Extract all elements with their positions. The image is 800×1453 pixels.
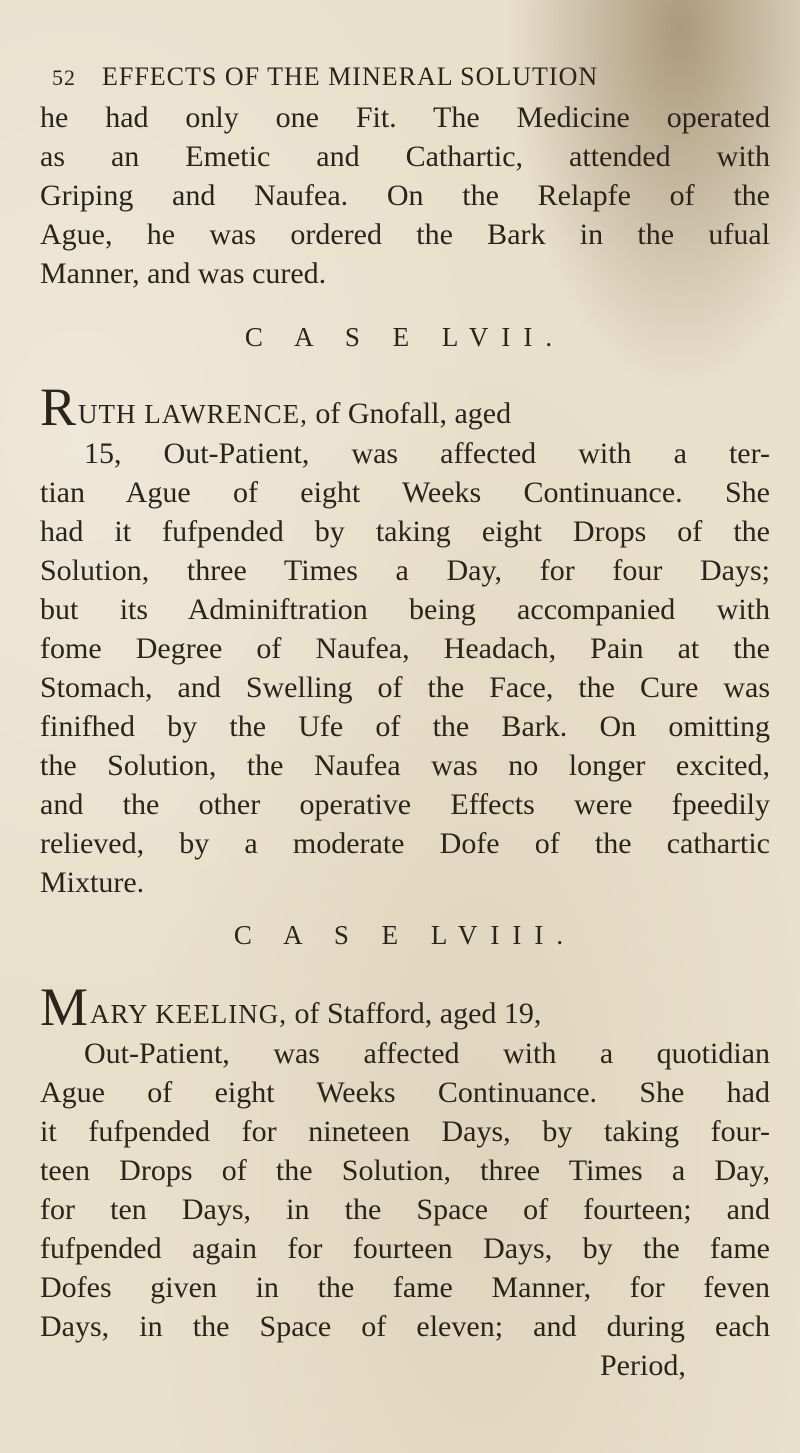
text-line: for ten Days, in the Space of fourteen; and bbox=[40, 1193, 770, 1226]
text-line: Griping and Naufea. On the Relapfe of the bbox=[40, 179, 770, 212]
page-number: 52 bbox=[52, 65, 76, 90]
patient-name: ARY KEELING, bbox=[90, 999, 287, 1029]
text-line: and the other operative Effects were fpeedily bbox=[40, 788, 770, 821]
text-line: the Solution, the Naufea was no longer excited, bbox=[40, 749, 770, 782]
case-57-paragraph bbox=[40, 377, 770, 902]
catchword: Period, bbox=[600, 1349, 686, 1382]
text-line: Days, in the Space of eleven; and during each bbox=[40, 1310, 770, 1343]
text-line: relieved, by a moderate Dofe of the cathartic bbox=[40, 827, 770, 860]
text-line: teen Drops of the Solution, three Times a Day, bbox=[40, 1154, 770, 1187]
continuation-paragraph bbox=[40, 98, 770, 293]
text-line: finifhed by the Ufe of the Bark. On omitting bbox=[40, 710, 770, 743]
text-line: Ague of eight Weeks Continuance. She had bbox=[40, 1076, 770, 1109]
text-line: but its Adminiftration being accompanied with bbox=[40, 593, 770, 626]
running-head bbox=[52, 62, 772, 92]
running-head-title: EFFECTS OF THE MINERAL SOLUTION bbox=[102, 62, 599, 91]
text-line: had it fufpended by taking eight Drops of the bbox=[40, 515, 770, 548]
case-58-heading: C A S E LVIII. bbox=[233, 920, 577, 950]
text-line: Dofes given in the fame Manner, for feven bbox=[40, 1271, 770, 1304]
text-line: it fufpended for nineteen Days, by taking four- bbox=[40, 1115, 770, 1148]
case-57-first-line bbox=[40, 377, 770, 437]
text-line: 15, Out-Patient, was affected with a ter- bbox=[84, 437, 770, 470]
text-line: of Gnofall, aged bbox=[315, 397, 512, 430]
book-page bbox=[40, 0, 780, 1453]
text-line: of Stafford, aged 19, bbox=[294, 997, 542, 1030]
text-line: Ague, he was ordered the Bark in the ufual bbox=[40, 218, 770, 251]
patient-name: UTH LAWRENCE, bbox=[78, 399, 308, 429]
text-line: fufpended again for fourteen Days, by the fame bbox=[40, 1232, 770, 1265]
case-57-heading: C A S E LVII. bbox=[244, 322, 566, 352]
text-line: as an Emetic and Cathartic, attended with bbox=[40, 140, 770, 173]
text-line: Stomach, and Swelling of the Face, the Cure was bbox=[40, 671, 770, 704]
case-58-paragraph bbox=[40, 977, 770, 1385]
text-line: he had only one Fit. The Medicine operated bbox=[40, 101, 770, 134]
text-line: Mixture. bbox=[40, 866, 145, 899]
drop-cap: R bbox=[40, 377, 77, 437]
case-58-first-line bbox=[40, 977, 770, 1037]
drop-cap: M bbox=[40, 977, 89, 1037]
text-line: fome Degree of Naufea, Headach, Pain at the bbox=[40, 632, 770, 665]
text-line: Solution, three Times a Day, for four Days; bbox=[40, 554, 770, 587]
text-line: Manner, and was cured. bbox=[40, 257, 327, 290]
text-line: Out-Patient, was affected with a quotidian bbox=[84, 1037, 770, 1070]
text-line: tian Ague of eight Weeks Continuance. She bbox=[40, 476, 770, 509]
